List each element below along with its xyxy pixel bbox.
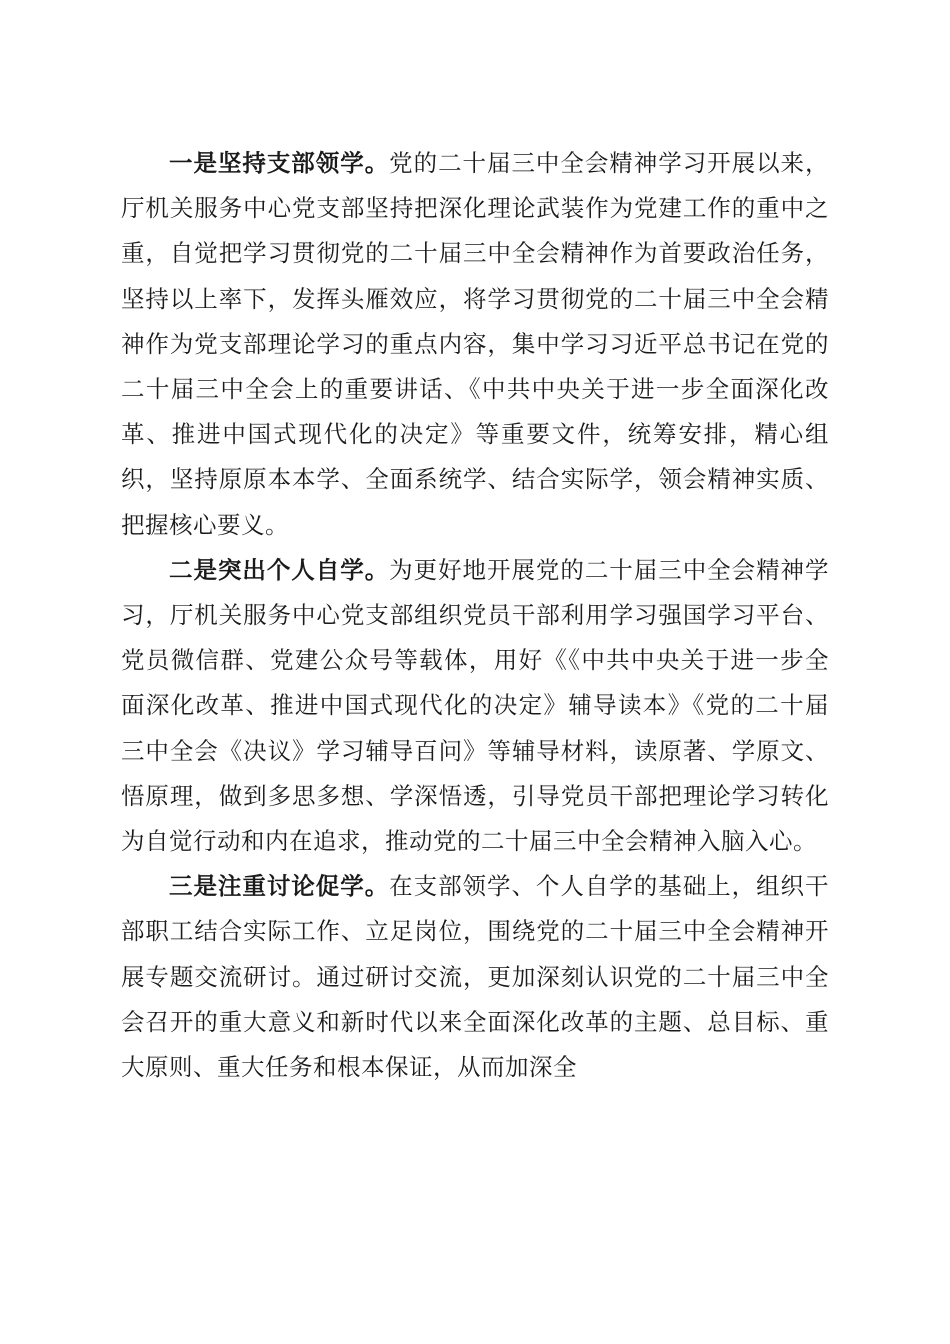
paragraph-lead: 二是突出个人自学。: [169, 555, 390, 584]
paragraph-text: 党的二十届三中全会精神学习开展以来，厅机关服务中心党支部坚持把深化理论武装作为党建工作的重中之重，自觉把学习贯彻党的二十届三中全会精神作为首要政治任务，坚持以上率下，发挥头雁效应，将学习贯彻党的二十届三中全会精神作为党支部理论学习的重点内容，集中学习习近平总书记在党的二十届三中全会上的重要讲话、《中共中央关于进一步全面深化改革、推进中国式现代化的决定》等重要文件，统筹安排，精心组织，坚持原原本本学、全面系统学、结合实际学，领会精神实质、把握核心要义。: [121, 149, 830, 539]
paragraph-text: 在支部领学、个人自学的基础上，组织干部职工结合实际工作、立足岗位，围绕党的二十届三中全会精神开展专题交流研讨。通过研讨交流，更加深刻认识党的二十届三中全会召开的重大意义和新时代以来全面深化改革的主题、总目标、重大原则、重大任务和根本保证，从而加深全: [121, 872, 830, 1082]
paragraph-branch-led-study: [121, 141, 829, 548]
paragraph-lead: 三是注重讨论促学。: [169, 872, 390, 901]
paragraph-text: 为更好地开展党的二十届三中全会精神学习，厅机关服务中心党支部组织党员干部利用学习强国学习平台、党员微信群、党建公众号等载体，用好《《中共中央关于进一步全面深化改革、推进中国式现代化的决定》辅导读本》《党的二十届三中全会《决议》学习辅导百问》等辅导材料，读原著、学原文、悟原理，做到多思多想、学深悟透，引导党员干部把理论学习转化为自觉行动和内在追求，推动党的二十届三中全会精神入脑入心。: [121, 555, 830, 856]
paragraph-lead: 一是坚持支部领学。: [169, 149, 390, 177]
paragraph-discussion-study: [121, 864, 829, 1090]
paragraph-self-study: [121, 548, 829, 864]
document-body: [121, 141, 829, 1090]
